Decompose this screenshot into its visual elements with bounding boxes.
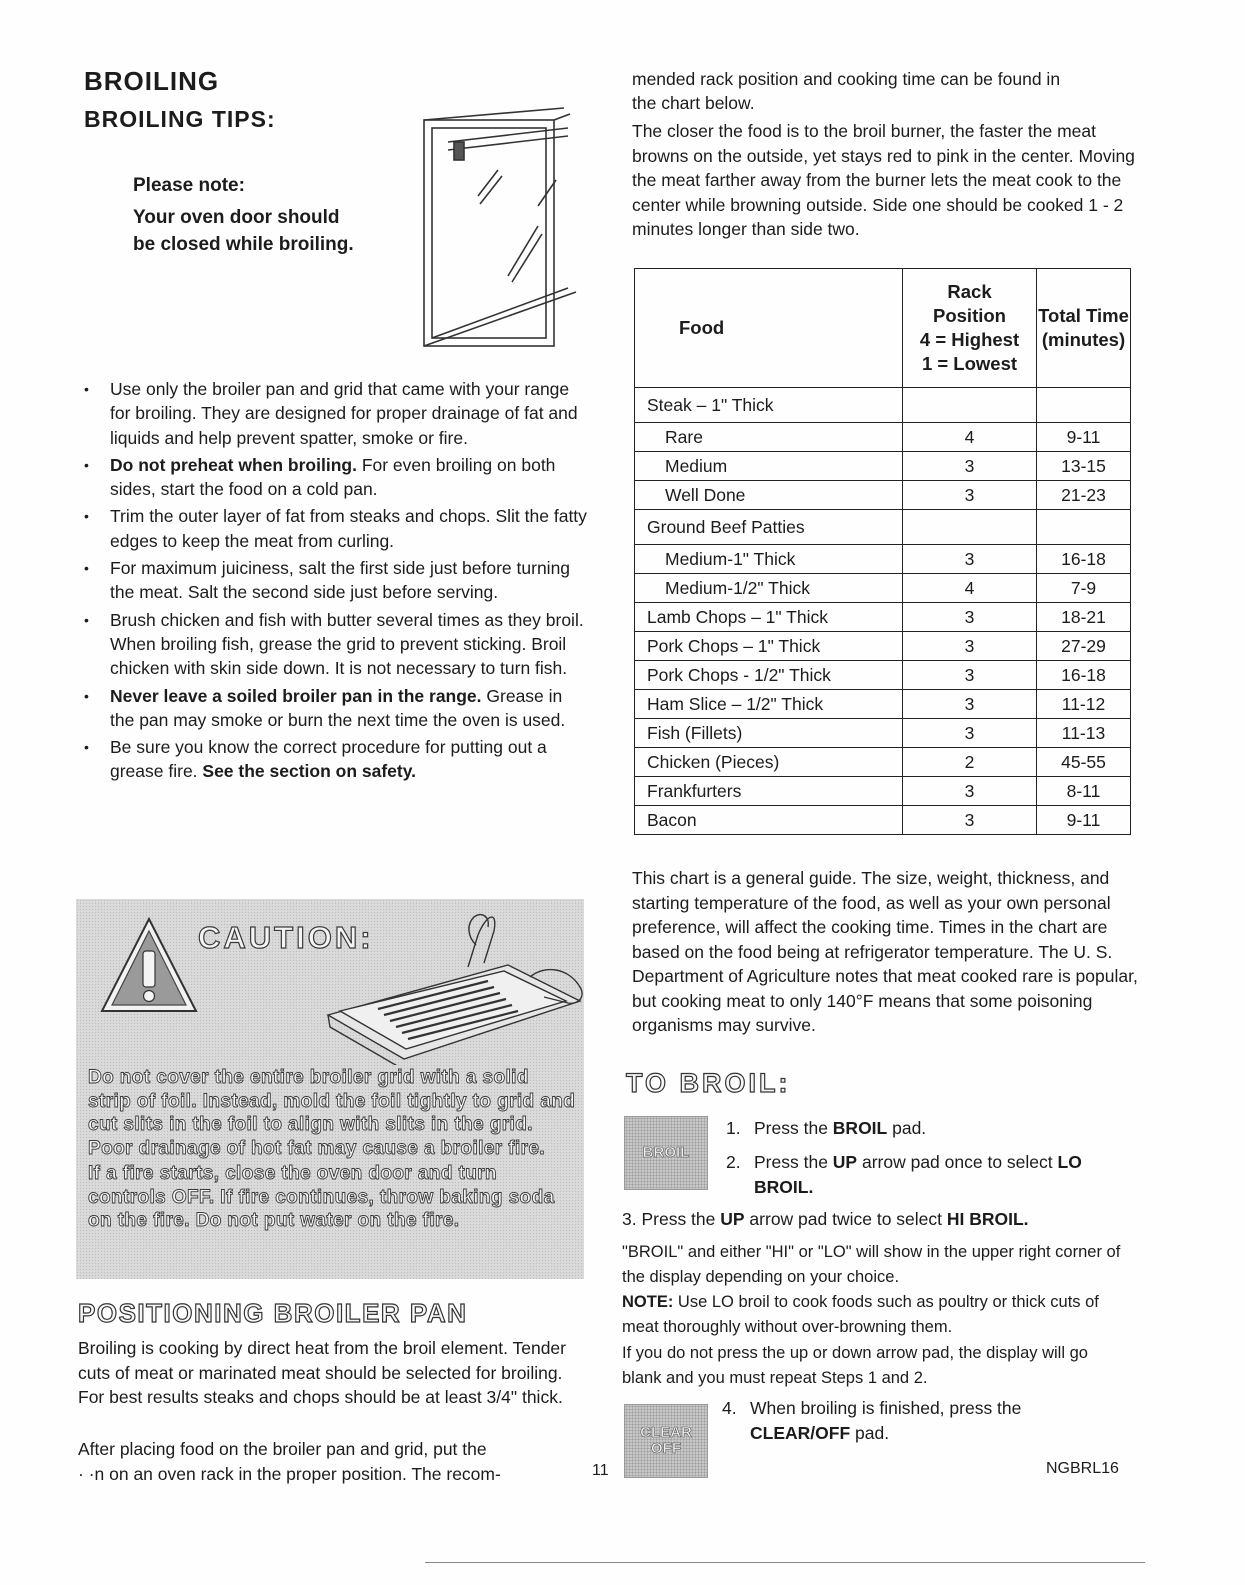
- door-note: [133, 172, 354, 258]
- clear-off-pad-icon: [624, 1404, 708, 1478]
- caution-text: [88, 1066, 576, 1235]
- cell-rack: 3: [903, 632, 1037, 661]
- document-code: NGBRL16: [1046, 1460, 1119, 1477]
- page-number: 11: [592, 1462, 609, 1479]
- header-text: (minutes): [1041, 329, 1126, 350]
- tip-item: • Trim the outer layer of fat from steaks and chops. Slit the fatty edges to keep the meat from curling.: [84, 504, 590, 553]
- header-text: 1 = Lowest: [921, 353, 1018, 374]
- cell-food: Ground Beef Patties: [635, 510, 903, 545]
- table-row: [635, 510, 1131, 545]
- table-row: [635, 719, 1131, 748]
- table-row: [635, 452, 1131, 481]
- step-number: 1.: [726, 1118, 741, 1138]
- tip-item: • Never leave a soiled broiler pan in the range. Grease in the pan may smoke or burn the next time the oven is used.: [84, 684, 590, 733]
- cell-rack: 3: [903, 603, 1037, 632]
- cell-rack: 4: [903, 423, 1037, 452]
- table-row: [635, 690, 1131, 719]
- cell-food: Medium-1" Thick: [635, 545, 903, 574]
- table-row: [635, 806, 1131, 835]
- cell-time: 11-12: [1037, 690, 1131, 719]
- positioning-heading: POSITIONING BROILER PAN: [78, 1298, 468, 1328]
- cell-time: 13-15: [1037, 452, 1131, 481]
- clear-pad-label: CLEAR: [640, 1424, 692, 1441]
- step-number: 4.: [722, 1398, 737, 1418]
- cell-food: Steak – 1" Thick: [635, 388, 903, 423]
- step-4-continued: CLEAR/OFF pad.: [750, 1422, 890, 1443]
- cell-rack: 3: [903, 806, 1037, 835]
- cell-food: Chicken (Pieces): [635, 748, 903, 777]
- rack-distance-paragraph: The closer the food is to the broil burner, the faster the meat browns on the outside, yet stays red to pink in the center. Moving the meat farther away from the burner lets the meat cook to the center while browning outside. Side one should be cooked 1 - 2 minutes longer than side two.: [632, 121, 1135, 239]
- table-row: [635, 748, 1131, 777]
- off-pad-label: OFF: [651, 1440, 681, 1457]
- cell-food: Fish (Fillets): [635, 719, 903, 748]
- positioning-line: · ·n on an oven rack in the proper position. The recom-: [78, 1464, 501, 1484]
- broiling-tips-list: [84, 377, 590, 787]
- cell-time: 16-18: [1037, 661, 1131, 690]
- blank-display-note: If you do not press the up or down arrow pad, the display will go blank and you must repeat Steps 1 and 2.: [622, 1344, 1088, 1387]
- cell-food: Pork Chops - 1/2" Thick: [635, 661, 903, 690]
- cell-time: [1037, 388, 1131, 423]
- cell-rack: 3: [903, 481, 1037, 510]
- step-1: 1. Press the BROIL pad.: [726, 1116, 926, 1141]
- cell-time: 21-23: [1037, 481, 1131, 510]
- to-broil-heading: TO BROIL:: [626, 1068, 791, 1098]
- header-text: Rack: [947, 281, 992, 302]
- table-header-row: [635, 269, 1131, 388]
- cell-food: Well Done: [635, 481, 903, 510]
- cell-food: Medium: [635, 452, 903, 481]
- caution-foil-text: Do not cover the entire broiler grid with a solid strip of foil. Instead, mold the foil tightly to grid and cut slits in the foil to align with slits in the grid. Poor drainage of hot fat may cause a broiler fire.: [88, 1067, 576, 1159]
- cell-food: Ham Slice – 1/2" Thick: [635, 690, 903, 719]
- table-row: [635, 632, 1131, 661]
- cell-time: 18-21: [1037, 603, 1131, 632]
- table-row: [635, 603, 1131, 632]
- cell-food: Frankfurters: [635, 777, 903, 806]
- cell-time: 11-13: [1037, 719, 1131, 748]
- cell-rack: 3: [903, 719, 1037, 748]
- note-line: be closed while broiling.: [133, 234, 354, 255]
- caution-fire-text: If a fire starts, close the oven door and turn controls OFF. If fire continues, throw baking soda on the fire. Do not put water on the fire.: [88, 1163, 555, 1231]
- cell-rack: 4: [903, 574, 1037, 603]
- intro-line: mended rack position and cooking time can be found in: [632, 69, 1061, 89]
- cell-rack: 3: [903, 545, 1037, 574]
- chart-guide-paragraph: This chart is a general guide. The size, weight, thickness, and starting temperature of the food, as well as your own personal preference, will affect the cooking time. Times in the chart are based on the food being at refrigerator temperature. The U. S. Department of Agriculture notes that meat cooked rare is popular, but cooking meat to only 140°F means that some poisoning organisms may survive.: [632, 868, 1138, 1035]
- footer-rule: [425, 1562, 1145, 1563]
- caution-title: CAUTION:: [198, 920, 374, 955]
- tips-heading: BROILING TIPS:: [84, 106, 276, 132]
- cell-rack: 3: [903, 452, 1037, 481]
- tip-item: • Brush chicken and fish with butter several times as they broil. When broiling fish, grease the grid to prevent sticking. Broil chicken with skin side down. It is not necessary to turn fish.: [84, 608, 590, 681]
- cell-time: 9-11: [1037, 423, 1131, 452]
- lo-broil-note: NOTE: Use LO broil to cook foods such as poultry or thick cuts of meat thoroughly without over-browning them.: [622, 1293, 1099, 1336]
- header-total-time: [1037, 269, 1131, 388]
- tip-item: • For maximum juiciness, salt the first side just before turning the meat. Salt the second side just before serving.: [84, 556, 590, 605]
- header-rack-position: [903, 269, 1037, 388]
- step-3: 3. Press the UP arrow pad twice to select HI BROIL.: [622, 1209, 1029, 1229]
- header-text: Position: [933, 305, 1006, 326]
- step-4: 4. When broiling is finished, press the CLEAR/OFF pad.: [722, 1396, 1132, 1445]
- cell-time: 45-55: [1037, 748, 1131, 777]
- tip-item: • Use only the broiler pan and grid that came with your range for broiling. They are designed for proper drainage of fat and liquids and help prevent spatter, smoke or fire.: [84, 377, 590, 450]
- intro-line: the chart below.: [632, 93, 755, 113]
- table-row: [635, 481, 1131, 510]
- header-food: Food: [635, 269, 903, 388]
- table-row: [635, 574, 1131, 603]
- cell-time: [1037, 510, 1131, 545]
- cell-rack: [903, 388, 1037, 423]
- oven-door-illustration: [418, 106, 590, 356]
- step-2-continued: BROIL.: [754, 1176, 814, 1197]
- note-line: Your oven door should: [133, 207, 340, 228]
- cell-food: Medium-1/2" Thick: [635, 574, 903, 603]
- cell-time: 8-11: [1037, 777, 1131, 806]
- cell-food: Rare: [635, 423, 903, 452]
- header-text: 4 = Highest: [919, 329, 1020, 350]
- cell-rack: 3: [903, 690, 1037, 719]
- broil-pad-label: BROIL: [642, 1144, 690, 1161]
- table-row: [635, 545, 1131, 574]
- cell-rack: 3: [903, 661, 1037, 690]
- display-note: "BROIL" and either "HI" or "LO" will show in the upper right corner of the display depending on your choice.: [622, 1243, 1121, 1286]
- cell-rack: [903, 510, 1037, 545]
- table-row: [635, 661, 1131, 690]
- cell-food: Bacon: [635, 806, 903, 835]
- cell-rack: 3: [903, 777, 1037, 806]
- cell-time: 9-11: [1037, 806, 1131, 835]
- broiler-pan-illustration: [318, 905, 590, 1065]
- warning-triangle-icon: [98, 915, 200, 1015]
- cell-time: 27-29: [1037, 632, 1131, 661]
- cell-food: Lamb Chops – 1" Thick: [635, 603, 903, 632]
- positioning-paragraph: Broiling is cooking by direct heat from the broil element. Tender cuts of meat or marinated meat should be selected for broiling. For best results steaks and chops should be at least 3/4" thick.: [78, 1338, 566, 1407]
- step-number: 2.: [726, 1152, 741, 1172]
- tip-item: • Be sure you know the correct procedure for putting out a grease fire. See the section on safety.: [84, 735, 590, 784]
- page-heading: BROILING: [84, 66, 220, 96]
- table-row: [635, 777, 1131, 806]
- note-label: Please note:: [133, 175, 245, 196]
- broiling-chart-table: [634, 268, 1131, 835]
- table-row: [635, 388, 1131, 423]
- cell-food: Pork Chops – 1" Thick: [635, 632, 903, 661]
- header-text: Total Time: [1038, 305, 1129, 326]
- cell-rack: 2: [903, 748, 1037, 777]
- step-2: 2. Press the UP arrow pad once to select LO BROIL.: [726, 1150, 1132, 1199]
- cell-time: 7-9: [1037, 574, 1131, 603]
- cell-time: 16-18: [1037, 545, 1131, 574]
- tip-item: • Do not preheat when broiling. For even broiling on both sides, start the food on a cold pan.: [84, 453, 590, 502]
- table-row: [635, 423, 1131, 452]
- positioning-line: After placing food on the broiler pan and grid, put the: [78, 1439, 487, 1459]
- broil-pad-icon: [624, 1116, 708, 1190]
